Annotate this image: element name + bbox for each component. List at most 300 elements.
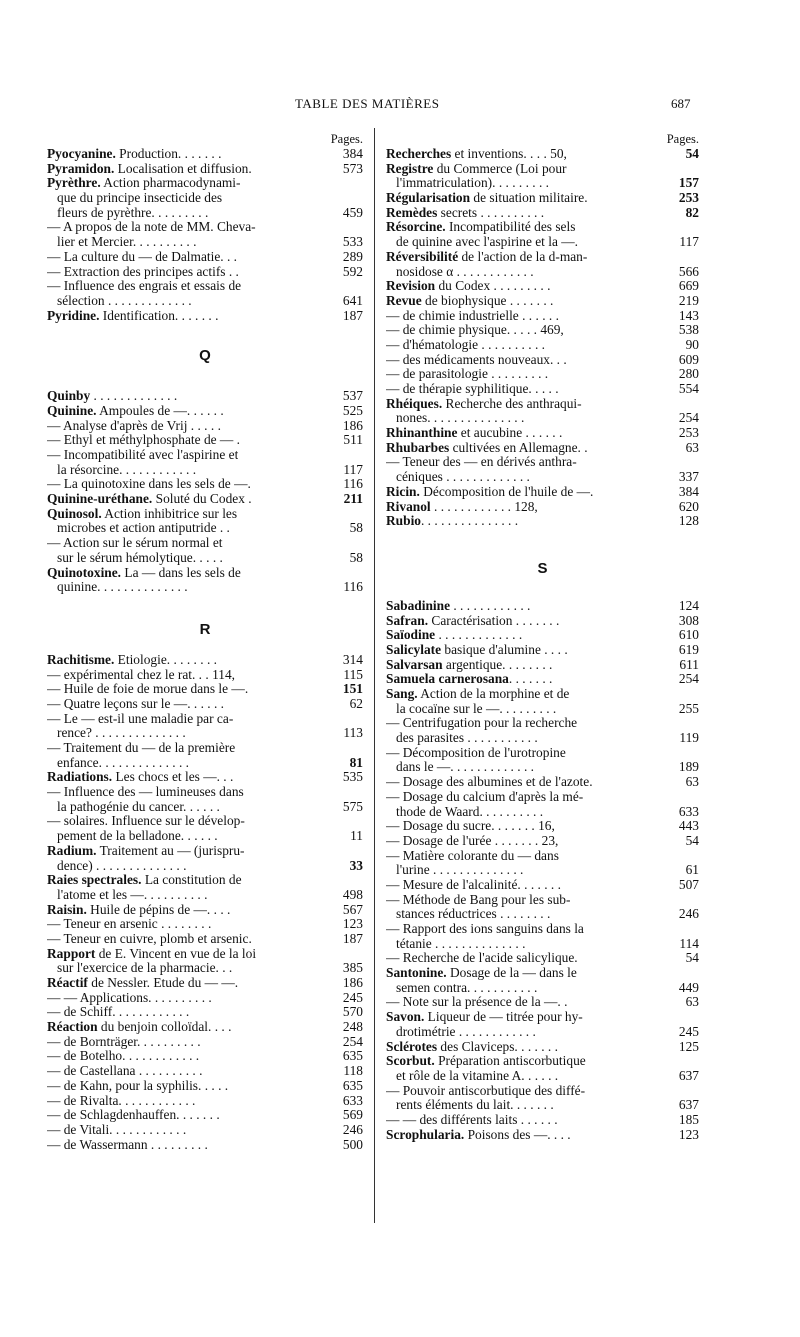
entry-page-number: 128	[678, 514, 699, 529]
entry-description: drotimétrie . . . . . . . . . . . .	[396, 1024, 536, 1039]
entry-description: — Teneur en cuivre, plomb et arsenic.	[47, 931, 252, 946]
entry-page-number: 637	[678, 1098, 699, 1113]
entry-text	[47, 389, 177, 404]
index-entry	[47, 191, 363, 206]
entry-headword: Revision	[386, 279, 436, 294]
entry-description: Soluté du Codex .	[152, 492, 252, 507]
entry-text	[396, 981, 537, 996]
entry-description: de Nessler. Etude du — —.	[87, 976, 239, 990]
entry-text	[386, 514, 518, 529]
index-entry	[386, 702, 699, 717]
entry-description: La — dans les sels de	[121, 565, 241, 580]
entry-description: cultivées en Allemagne. .	[449, 440, 588, 455]
entry-page-number: 566	[678, 264, 699, 279]
entry-page-number: 81	[349, 755, 363, 770]
entry-description: microbes et action antiputride . .	[57, 521, 230, 536]
index-entry	[47, 697, 363, 712]
index-entry	[386, 382, 699, 397]
entry-description: — La quinotoxine dans les sels de —.	[47, 477, 251, 492]
entry-page-number: 619	[678, 642, 699, 657]
entry-headword: Radiations.	[47, 770, 113, 785]
entry-page-number: 186	[342, 418, 363, 433]
entry-text	[57, 294, 192, 309]
entry-page-number: 443	[678, 819, 699, 834]
index-entry	[47, 859, 363, 874]
entry-description: lier et Mercier. . . . . . . . . .	[57, 235, 197, 250]
entry-page-number: 211	[343, 492, 363, 507]
entry-description: — Recherche de l'acide salicylique.	[386, 951, 578, 966]
index-entry	[386, 265, 699, 280]
entry-text	[386, 893, 570, 908]
left-column	[47, 131, 363, 1152]
index-entry	[386, 294, 699, 309]
entry-description: la résorcine. . . . . . . . . . . .	[57, 462, 197, 477]
entry-text	[47, 404, 224, 419]
entry-description: secrets . . . . . . . . . .	[437, 205, 545, 220]
entry-text	[386, 966, 577, 981]
entry-text	[386, 599, 530, 614]
entry-description: et inventions. . . . 50,	[451, 147, 567, 161]
index-entry	[386, 1128, 699, 1143]
entry-description: — Le — est-il une maladie par ca-	[47, 711, 234, 726]
index-entry	[47, 1049, 363, 1064]
entry-page-number: 554	[678, 382, 699, 396]
index-entry	[47, 279, 363, 294]
entry-text	[396, 760, 534, 775]
index-entry	[386, 716, 699, 731]
index-entry	[386, 1069, 699, 1084]
index-entry	[47, 1138, 363, 1153]
entry-description: Décomposition de l'huile de —.	[419, 484, 594, 499]
entry-description: Préparation antiscorbutique	[434, 1054, 586, 1069]
entry-description: rence? . . . . . . . . . . . . . .	[57, 726, 186, 741]
index-entry	[47, 235, 363, 250]
entry-headword: Rhéiques.	[386, 396, 443, 411]
index-entry	[386, 411, 699, 426]
entry-text	[396, 176, 549, 191]
entry-description: dence) . . . . . . . . . . . . . .	[57, 858, 187, 873]
entry-text	[47, 419, 221, 434]
index-entry	[47, 976, 363, 991]
entry-description: Incompatibilité des sels	[445, 220, 576, 235]
entry-text	[396, 235, 578, 250]
index-entry	[47, 668, 363, 683]
entry-description: quinine. . . . . . . . . . . . . .	[57, 580, 188, 595]
column-divider	[374, 128, 375, 1223]
entry-page-number: 459	[342, 205, 363, 220]
entry-text	[47, 309, 218, 324]
entry-text	[386, 1128, 571, 1143]
index-entry	[386, 162, 699, 177]
entry-description: — des médicaments nouveaux. . .	[386, 352, 567, 367]
entry-text	[386, 834, 558, 849]
entry-text	[47, 492, 252, 507]
index-entry	[386, 220, 699, 235]
entry-page-number: 575	[342, 799, 363, 814]
entry-description: Etiologie. . . . . . . .	[114, 652, 217, 667]
entry-description: du Codex . . . . . . . . .	[435, 279, 551, 294]
entry-text	[386, 485, 593, 500]
entry-headword: Rachitisme.	[47, 652, 115, 667]
entry-page-number: 82	[685, 205, 699, 220]
entry-text	[386, 922, 584, 937]
entry-text	[47, 1138, 208, 1153]
entry-headword: Quinotoxine.	[47, 565, 122, 580]
index-entry	[386, 1010, 699, 1025]
index-entry	[386, 367, 699, 382]
entry-text	[386, 746, 566, 761]
index-entry	[386, 907, 699, 922]
entry-page-number: 500	[342, 1137, 363, 1152]
entry-description: — de Schlagdenhauffen. . . . . . .	[47, 1108, 220, 1123]
entry-page-number: 189	[678, 760, 699, 775]
entry-text	[386, 614, 559, 629]
entry-description: que du principe insecticide des	[57, 191, 223, 206]
entry-page-number: 186	[342, 976, 363, 990]
index-entry	[386, 878, 699, 893]
entry-description: enfance. . . . . . . . . . . . . .	[57, 755, 190, 770]
index-entry	[47, 404, 363, 419]
entry-text	[47, 1020, 231, 1035]
entry-text	[47, 279, 241, 294]
index-entry	[47, 1108, 363, 1123]
entry-text	[386, 500, 538, 515]
entry-text	[57, 191, 222, 206]
entry-text	[47, 1035, 201, 1050]
entry-page-number: 187	[342, 931, 363, 946]
entry-page-number: 253	[678, 191, 699, 206]
entry-page-number: 114	[679, 936, 699, 951]
entry-text	[47, 712, 233, 727]
entry-text	[57, 235, 196, 250]
entry-page-number: 507	[678, 877, 699, 892]
entry-text	[386, 441, 588, 456]
entry-page-number: 669	[678, 279, 699, 294]
entry-text	[57, 961, 232, 976]
index-entry	[386, 206, 699, 221]
entry-page-number: 33	[349, 858, 363, 873]
entry-description: — de Rivalta. . . . . . . . . . . .	[47, 1093, 196, 1108]
entry-description: — Décomposition de l'urotropine	[386, 745, 566, 760]
entry-description: Recherche des anthraqui-	[442, 396, 582, 411]
entry-description: La constitution de	[141, 873, 242, 888]
entry-headword: Salicylate	[386, 642, 442, 657]
entry-description: — — des différents laits . . . . . .	[386, 1112, 558, 1127]
entry-text	[386, 220, 575, 235]
entry-text	[386, 162, 567, 177]
entry-page-number: 63	[685, 440, 699, 455]
entry-page-number: 248	[342, 1020, 363, 1035]
entry-headword: Réaction	[47, 1020, 98, 1035]
index-entry	[386, 485, 699, 500]
right-column	[386, 131, 699, 1142]
index-entry	[47, 726, 363, 741]
index-entry	[386, 1113, 699, 1128]
index-entry	[47, 463, 363, 478]
entry-description: Les chocs et les —. . .	[112, 770, 234, 785]
entry-headword: Résorcine.	[386, 220, 446, 235]
entry-text	[386, 1040, 558, 1055]
entry-description: — d'hématologie . . . . . . . . . .	[386, 337, 545, 352]
index-entry	[47, 682, 363, 697]
entry-text	[386, 206, 544, 221]
index-entry	[47, 176, 363, 191]
entry-description: . . . . . . . . . . . . .	[435, 628, 523, 643]
entry-description: Localisation et diffusion.	[114, 161, 252, 176]
entry-description: — de chimie physique. . . . . 469,	[386, 323, 564, 338]
entry-description: nosidose α . . . . . . . . . . . .	[396, 264, 534, 279]
entry-page-number: 533	[342, 235, 363, 250]
index-block	[47, 653, 363, 1152]
pages-label: Pages.	[666, 132, 699, 146]
entry-description: — Ethyl et méthylphosphate de — .	[47, 433, 241, 448]
index-entry	[47, 551, 363, 566]
entry-page-number: 314	[342, 652, 363, 667]
index-entry	[386, 1040, 699, 1055]
entry-description: semen contra. . . . . . . . . . .	[396, 980, 538, 995]
entry-description: — Extraction des principes actifs . .	[47, 264, 239, 279]
entry-text	[47, 250, 237, 265]
entry-page-number: 117	[679, 235, 699, 250]
entry-text	[57, 580, 188, 595]
entry-description: — — Applications. . . . . . . . . .	[47, 990, 212, 1005]
entry-headword: Quinine-uréthane.	[47, 492, 153, 507]
entry-page-number: 635	[342, 1049, 363, 1064]
entry-text	[57, 551, 223, 566]
entry-text	[47, 770, 233, 785]
entry-description: — Dosage des albumines et de l'azote.	[386, 775, 593, 790]
entry-description: — Dosage du sucre. . . . . . . 16,	[386, 819, 555, 834]
index-entry	[386, 643, 699, 658]
entry-page-number: 245	[342, 990, 363, 1005]
index-entry	[47, 206, 363, 221]
index-entry	[386, 805, 699, 820]
entry-text	[386, 353, 567, 368]
entry-description: — de Kahn, pour la syphilis. . . . .	[47, 1078, 229, 1093]
entry-text	[396, 937, 525, 952]
entry-text	[386, 1113, 558, 1128]
index-entry	[47, 147, 363, 162]
index-entry	[386, 834, 699, 849]
entry-text	[47, 917, 211, 932]
entry-description: Production. . . . . . .	[115, 147, 222, 161]
entry-headword: Pyocyanine.	[47, 147, 116, 161]
entry-text	[47, 932, 252, 947]
entry-description: . . . . . . . . . . . . . . .	[420, 514, 519, 529]
entry-page-number: 511	[343, 433, 363, 448]
entry-page-number: 567	[342, 902, 363, 917]
entry-text	[47, 653, 217, 668]
entry-headword: Revue	[386, 293, 422, 308]
index-entry	[47, 566, 363, 581]
entry-description: de quinine avec l'aspirine et la —.	[396, 235, 579, 250]
entry-page-number: 633	[342, 1093, 363, 1108]
index-entry	[47, 1123, 363, 1138]
index-entry	[386, 951, 699, 966]
index-entry	[47, 1020, 363, 1035]
index-entry	[47, 991, 363, 1006]
entry-page-number: 570	[342, 1005, 363, 1020]
entry-page-number: 157	[678, 176, 699, 191]
entry-text	[57, 521, 230, 536]
entry-text	[386, 382, 559, 397]
entry-text	[47, 176, 241, 191]
index-entry	[386, 235, 699, 250]
index-entry	[47, 800, 363, 815]
index-entry	[47, 448, 363, 463]
entry-description: — de chimie industrielle . . . . . .	[386, 308, 559, 323]
entry-page-number: 635	[342, 1078, 363, 1093]
entry-page-number: 246	[678, 907, 699, 922]
entry-text	[386, 672, 552, 687]
entry-description: — de Bornträger. . . . . . . . . .	[47, 1034, 201, 1049]
entry-text	[396, 1025, 536, 1040]
index-entry	[386, 599, 699, 614]
entry-text	[386, 687, 569, 702]
entry-text	[396, 1069, 558, 1084]
entry-page-number: 219	[678, 293, 699, 308]
entry-page-number: 113	[343, 726, 363, 741]
entry-text	[386, 1084, 585, 1099]
entry-headword: Saïodine	[386, 628, 436, 643]
index-entry	[47, 1094, 363, 1109]
entry-headword: Rhubarbes	[386, 440, 450, 455]
entry-page-number: 61	[685, 863, 699, 878]
entry-page-number: 123	[678, 1127, 699, 1142]
entry-page-number: 254	[678, 411, 699, 426]
entry-text	[386, 716, 577, 731]
entry-text	[386, 643, 568, 658]
entry-description: — de Castellana . . . . . . . . . .	[47, 1064, 203, 1079]
entry-page-number: 63	[685, 995, 699, 1010]
entry-page-number: 124	[678, 598, 699, 613]
entry-page-number: 246	[342, 1122, 363, 1137]
index-entry	[47, 1064, 363, 1079]
entry-description: — Pouvoir antiscorbutique des diffé-	[386, 1083, 586, 1098]
entry-description: Identification. . . . . . .	[99, 308, 219, 323]
entry-description: . . . . . . .	[508, 672, 553, 687]
entry-headword: Rhinanthine	[386, 426, 458, 441]
entry-page-number: 90	[685, 337, 699, 352]
entry-headword: Remèdes	[386, 205, 438, 220]
entry-text	[47, 1108, 220, 1123]
entry-page-number: 151	[342, 682, 363, 697]
entry-description: nones. . . . . . . . . . . . . . .	[396, 411, 525, 426]
entry-text	[47, 1005, 189, 1020]
entry-description: — Méthode de Bang pour les sub-	[386, 892, 571, 907]
entry-description: fleurs de pyrèthre. . . . . . . . .	[57, 205, 209, 220]
entry-text	[47, 697, 224, 712]
index-entry	[386, 658, 699, 673]
index-entry	[47, 932, 363, 947]
entry-description: — Rapport des ions sanguins dans la	[386, 922, 584, 936]
entry-page-number: 116	[343, 477, 363, 492]
entry-headword: Rivanol	[386, 499, 431, 514]
entry-headword: Recherches	[386, 147, 452, 161]
index-entry	[47, 961, 363, 976]
index-entry	[47, 250, 363, 265]
index-entry	[386, 514, 699, 529]
entry-description: l'urine . . . . . . . . . . . . . .	[396, 863, 524, 878]
entry-description: sur le sérum hémolytique. . . . .	[57, 550, 223, 565]
index-entry	[47, 580, 363, 595]
entry-page-number: 592	[342, 264, 363, 279]
entry-text	[386, 995, 567, 1010]
entry-text	[47, 536, 223, 551]
entry-headword: Pyramidon.	[47, 161, 115, 176]
entry-page-number: 620	[678, 499, 699, 514]
entry-text	[47, 873, 242, 888]
entry-text	[57, 726, 186, 741]
entry-text	[47, 947, 256, 962]
entry-description: et aucubine . . . . . .	[457, 426, 563, 441]
entry-description: — A propos de la note de MM. Cheva-	[47, 220, 256, 235]
entry-page-number: 385	[342, 961, 363, 976]
entry-description: — solaires. Influence sur le dévelop-	[47, 814, 245, 829]
index-entry	[386, 819, 699, 834]
entry-description: stances réductrices . . . . . . . .	[396, 907, 551, 922]
index-entry	[47, 653, 363, 668]
entry-text	[386, 951, 578, 966]
entry-description: — de Botelho. . . . . . . . . . . .	[47, 1049, 200, 1064]
entry-page-number: 538	[678, 323, 699, 338]
entry-description: céniques . . . . . . . . . . . . .	[396, 470, 530, 485]
index-entry	[386, 966, 699, 981]
entry-description: tétanie . . . . . . . . . . . . . .	[396, 936, 526, 951]
entry-headword: Rapport	[47, 946, 96, 961]
index-entry	[47, 294, 363, 309]
index-entry	[386, 863, 699, 878]
index-entry	[47, 492, 363, 507]
entry-description: — Matière colorante du — dans	[386, 848, 559, 863]
index-entry	[386, 760, 699, 775]
index-entry	[386, 397, 699, 412]
entry-description: Poisons des —. . . .	[464, 1127, 571, 1142]
entry-text	[396, 731, 538, 746]
entry-description: — Quatre leçons sur le —. . . . . .	[47, 696, 225, 711]
entry-page-number: 62	[349, 696, 363, 711]
entry-headword: Savon.	[386, 1010, 425, 1025]
entry-description: Action pharmacodynami-	[100, 176, 241, 191]
entry-page-number: 58	[349, 521, 363, 536]
index-entry	[47, 162, 363, 177]
running-title: TABLE DES MATIÈRES	[295, 96, 440, 111]
entry-text	[47, 991, 212, 1006]
entry-page-number: 537	[342, 389, 363, 404]
entry-page-number: 525	[342, 403, 363, 418]
entry-text	[386, 367, 548, 382]
entry-description: la cocaïne sur le —. . . . . . . . .	[396, 701, 557, 716]
entry-description: — Teneur en arsenic . . . . . . . .	[47, 917, 212, 932]
entry-page-number: 308	[678, 613, 699, 628]
entry-page-number: 633	[678, 804, 699, 819]
entry-description: . . . . . . . . . . . . .	[90, 389, 178, 404]
entry-text	[386, 250, 587, 265]
entry-text	[47, 976, 238, 991]
entry-text	[57, 206, 208, 221]
index-entry	[47, 873, 363, 888]
entry-text	[47, 741, 235, 756]
entry-page-number: 573	[342, 161, 363, 176]
entry-description: — Mesure de l'alcalinité. . . . . . .	[386, 877, 561, 892]
entry-text	[47, 477, 251, 492]
entry-description: du Commerce (Loi pour	[433, 161, 567, 176]
entry-text	[386, 426, 562, 441]
entry-page-number: 54	[685, 833, 699, 848]
index-entry	[47, 220, 363, 235]
entry-text	[47, 682, 248, 697]
entry-page-number: 535	[342, 770, 363, 785]
